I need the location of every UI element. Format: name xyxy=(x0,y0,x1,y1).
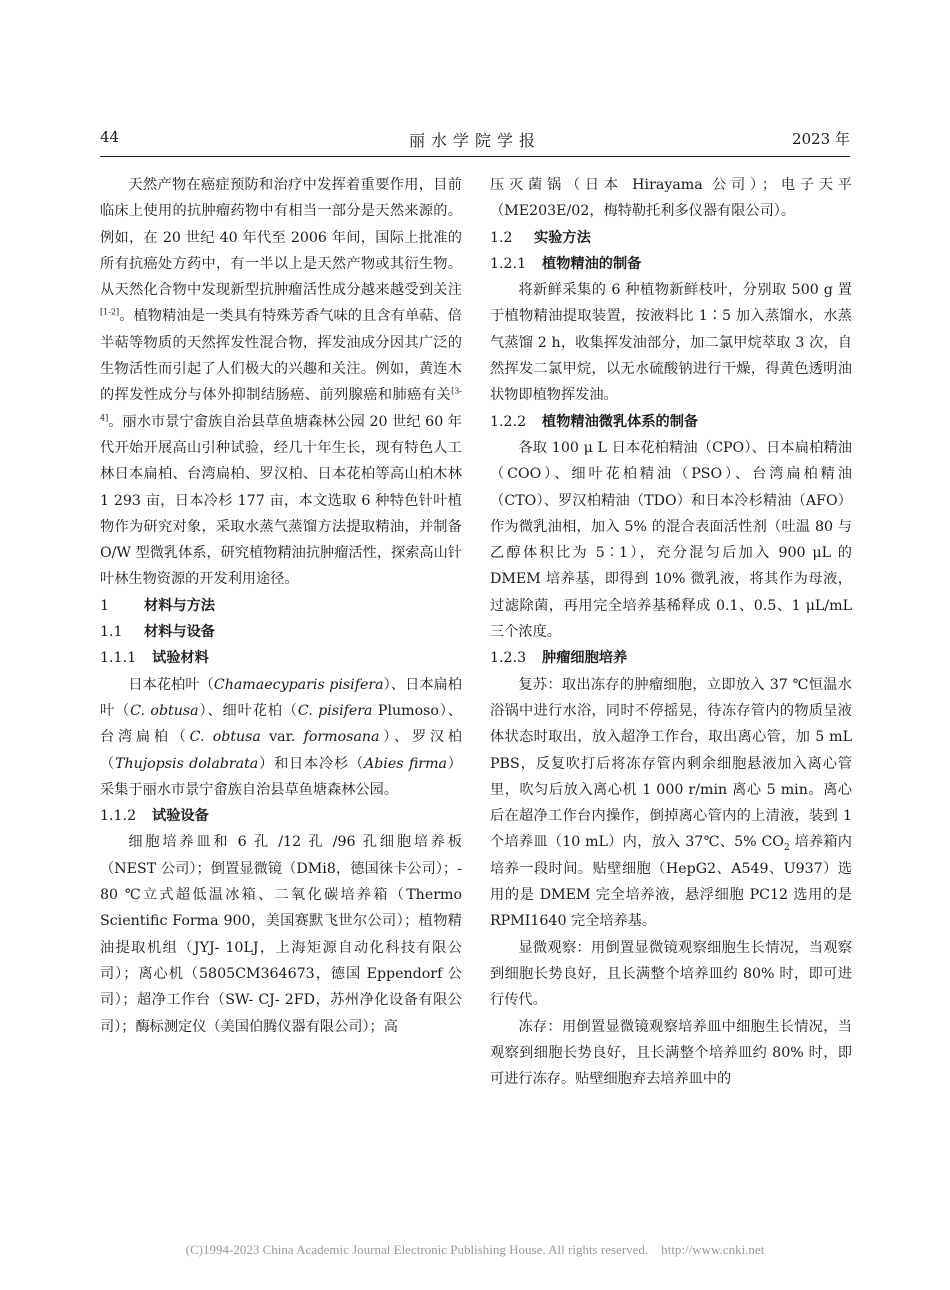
section-heading-1-1-2: 1.1.2 试验设备 xyxy=(100,808,209,825)
citation-3-4: [3-4] xyxy=(100,386,462,422)
left-column xyxy=(100,172,462,1040)
section-heading-1: 1 材料与方法 xyxy=(100,597,215,614)
copyright-footer xyxy=(0,1242,950,1258)
page-number: 44 xyxy=(100,128,120,146)
microemulsion-paragraph: 各取 100 μ L 日本花柏精油（CPO）、日本扁柏精油（COO）、细叶花柏精油（PSO）、台湾扁柏精油（CTO）、罗汉柏精油（TDO）和日本冷杉精油（AFO）作为微乳油相，加入 5% 的混合表面活性剂（吐温 80 与乙醇体积比为 5∶1），充分混匀后加入 900 μL 的 DMEM 培养基，即得到 10% 微乳液，将其作为母液，过滤除菌，再用完全培养基稀释成 0.1、0.5、1 μL/mL 三个浓度。 xyxy=(490,439,852,641)
co2-subscript: 2 xyxy=(783,843,790,854)
intro-paragraph: 天然产物在癌症预防和治疗中发挥着重要作用，目前临床上使用的抗肿瘤药物中有相当一部分是天然来源的。例如，在 20 世纪 40 年代至 2006 年间，国际上批准的所有抗癌处方药中，有一半以上是天然产物或其衍生物。从天然化合物中发现新型抗肿瘤活性成分越来越受到关注[1-2]。植物精油是一类具有特殊芳香气味的且含有单萜、倍半萜等物质的天然挥发性混合物，挥发油成分因其广泛的生物活性而引起了人们极大的兴趣和关注。例如，黄连木的挥发性成分与体外抑制结肠癌、前列腺癌和肺癌有关[3-4]。丽水市景宁畲族自治县草鱼塘森林公园 20 世纪 60 年代开始开展高山引种试验，经几十年生长，现有特色人工林日本扁柏、台湾扁柏、罗汉柏、日本花柏等高山柏木林 1 293 亩，日本冷杉 177 亩，本文选取 6 种特色针叶植物作为研究对象，采取水蒸气蒸馏方法提取精油，并制备 O/W 型微乳体系，研究植物精油抗肿瘤活性，探索高山针叶林生物资源的开发利用途径。 xyxy=(100,177,462,588)
copyright-text: (C)1994-2023 China Academic Journal Electronic Publishing House. All rights reserved. xyxy=(185,1242,649,1257)
section-heading-1-2-2: 1.2.2 植物精油微乳体系的制备 xyxy=(490,413,699,430)
citation-1-2: [1-2] xyxy=(100,307,120,317)
journal-year: 2023 年 xyxy=(792,130,850,148)
header-rule xyxy=(100,156,850,157)
equipment-continued: 压灭菌锅（日本 Hirayama 公司）；电子天平（ME203E/02，梅特勒托利多仪器有限公司）。 xyxy=(490,177,852,220)
equipment-paragraph: 细胞培养皿和 6 孔 /12 孔 /96 孔细胞培养板（NEST 公司）；倒置显微镜（DMi8，德国徕卡公司）；- 80 ℃立式超低温冰箱、二氧化碳培养箱（Thermo Scientific Forma 900，美国赛默飞世尔公司）；植物精油提取机组（JYJ- 10LJ，上海矩源自动化科技有限公司）；离心机（5805CM364673，德国 Eppendorf 公司）；超净工作台（SW- CJ- 2FD，苏州净化设备有限公司）；酶标测定仪（美国伯腾仪器有限公司）；高 xyxy=(100,834,462,1035)
section-heading-1-1: 1.1 材料与设备 xyxy=(100,624,215,641)
right-column xyxy=(490,172,852,1092)
observation-paragraph: 显微观察：用倒置显微镜观察细胞生长情况，当观察到细胞长势良好，且长满整个培养皿约 80% 时，即可进行传代。 xyxy=(490,939,852,1009)
revival-paragraph: 复苏：取出冻存的肿瘤细胞，立即放入 37 ℃恒温水浴锅中进行水浴，同时不停摇晃，待冻存管内的物质呈液体状态时取出，放入超净工作台，取出离心管，加 5 mL PBS，反复吹打后将冻存管内剩余细胞悬液加入离心管里，吹匀后放入离心机 1 000 r/min 离心 5 min。离心后在超净工作台内操作，倒掉离心管内的上清液，装到 1 个培养皿（10 mL）内，放入 37℃、5% $CO_2$ 培养箱内培养一段时间。贴壁细胞（HepG2、A549、U937）选用的是 DMEM 完全培养液，悬浮细胞 PC12 选用的是 RPMI1640 完全培养基。 xyxy=(490,676,852,930)
section-heading-1-1-1: 1.1.1 试验材料 xyxy=(100,650,209,667)
journal-title: 丽水学院学报 xyxy=(408,131,541,150)
section-heading-1-2-1: 1.2.1 植物精油的制备 xyxy=(490,255,642,272)
page-header xyxy=(100,128,850,156)
section-heading-1-2: 1.2 实验方法 xyxy=(490,229,591,246)
oil-preparation-paragraph: 将新鲜采集的 6 种植物新鲜枝叶，分别取 500 g 置于植物精油提取装置，按液料比 1∶5 加入蒸馏水，水蒸气蒸馏 2 h，收集挥发油部分，加二氯甲烷萃取 3 次，自然挥发二氯甲烷，以无水硫酸钠进行干燥，得黄色透明油状物即植物挥发油。 xyxy=(490,282,852,404)
section-heading-1-2-3: 1.2.3 肿瘤细胞培养 xyxy=(490,650,628,667)
materials-paragraph: 日本花柏叶（Chamaecyparis pisifera）、日本扁柏叶（C. obtusa）、细叶花柏（C. pisifera Plumoso）、台湾扁柏（C. obtusa var. formosana）、罗汉柏（Thujopsis dolabrata）和日本冷杉（Abies firma）采集于丽水市景宁畲族自治县草鱼塘森林公园。 xyxy=(100,676,462,798)
freezing-paragraph: 冻存：用倒置显微镜观察培养皿中细胞生长情况，当观察到细胞长势良好，且长满整个培养皿约 80% 时，即可进行冻存。贴壁细胞弃去培养皿中的 xyxy=(490,1018,852,1088)
cnki-url[interactable]: http://www.cnki.net xyxy=(661,1242,765,1257)
